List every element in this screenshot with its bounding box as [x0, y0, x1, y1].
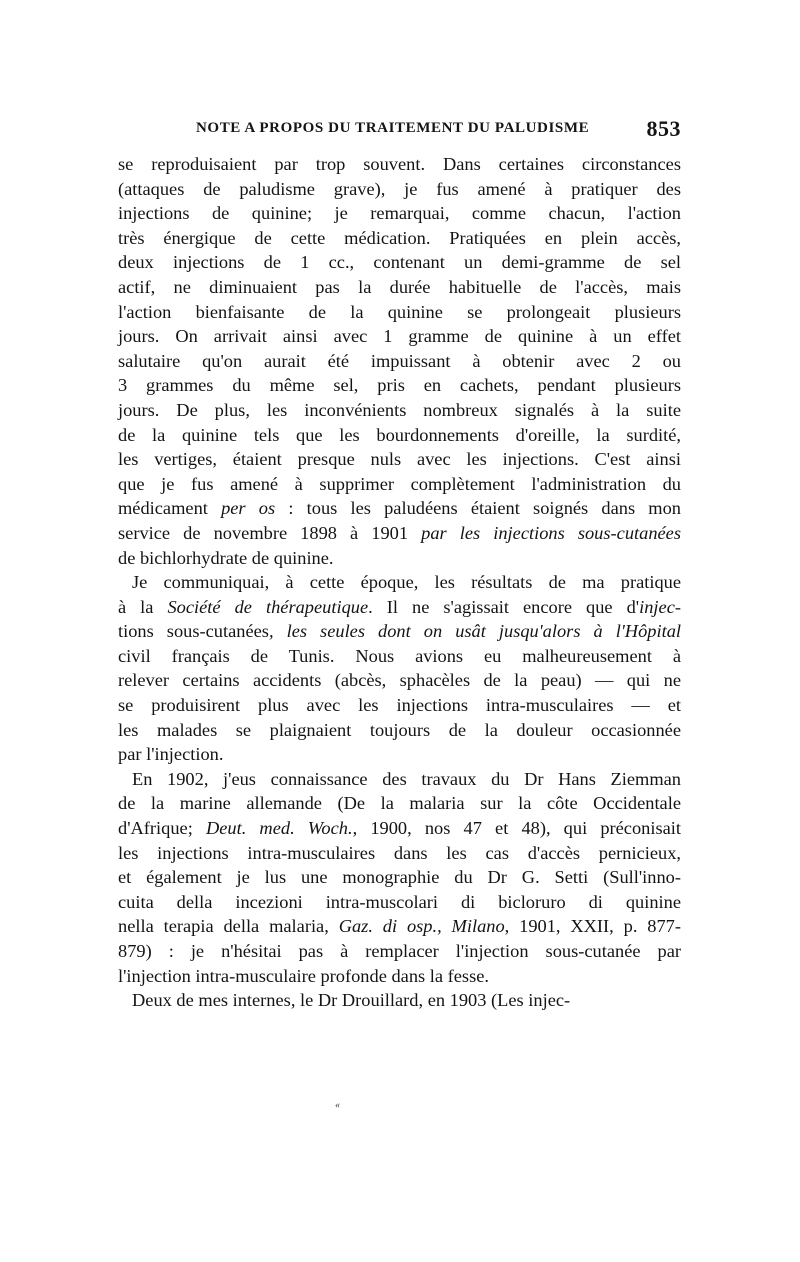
text-run: , 1901, XXII, p. 877-: [504, 916, 681, 937]
text-run: relever certains accidents (abcès, sphacèles de la peau) — qui ne: [118, 670, 681, 691]
text-line: [118, 890, 681, 915]
text-line: [118, 373, 681, 398]
text-line: [118, 718, 681, 743]
text-run: Deux de mes internes, le Dr Drouillard, en 1903 (Les injec-: [132, 990, 571, 1011]
text-line: [118, 914, 681, 939]
text-run: , 1900, nos 47 et 48), qui préconisait: [352, 818, 682, 839]
text-run: de bichlorhydrate de quinine.: [118, 547, 334, 568]
text-run: l'injection intra-musculaire profonde dans la fesse.: [118, 965, 490, 986]
text-run: l'action bienfaisante de la quinine se prolongeait plusieurs: [118, 301, 681, 322]
text-line: [118, 250, 681, 275]
text-line: [118, 300, 681, 325]
text-line: [118, 644, 681, 669]
text-line: [118, 767, 681, 792]
italic-run: Société de thérapeutique: [167, 596, 369, 617]
text-run: et également je lus une monographie du Dr G. Setti (Sull'inno-: [118, 867, 681, 888]
text-line: [118, 742, 681, 767]
text-run: 3 grammes du même sel, pris en cachets, pendant plusieurs: [118, 375, 681, 396]
stray-print-mark: «: [335, 1100, 340, 1111]
text-run: d'Afrique;: [118, 818, 206, 839]
text-run: deux injections de 1 cc., contenant un demi-gramme de sel: [118, 252, 681, 273]
italic-run: injec-: [639, 596, 681, 617]
text-run: service de novembre 1898 à 1901: [118, 522, 422, 543]
text-run: de la quinine tels que les bourdonnements d'oreille, la surdité,: [118, 424, 681, 445]
text-line: [118, 693, 681, 718]
text-line: [118, 521, 681, 546]
text-run: que je fus amené à supprimer complètement l'administration du: [118, 473, 681, 494]
text-line: [118, 152, 681, 177]
text-line: [118, 226, 681, 251]
text-line: [118, 964, 681, 989]
text-line: [118, 570, 681, 595]
text-run: les vertiges, étaient presque nuls avec les injections. C'est ainsi: [118, 449, 681, 470]
text-line: [118, 865, 681, 890]
text-line: [118, 791, 681, 816]
text-run: nella terapia della malaria,: [118, 916, 339, 937]
paragraph: [118, 570, 681, 767]
paragraph: [118, 988, 681, 1013]
text-run: salutaire qu'on aurait été impuissant à obtenir avec 2 ou: [118, 350, 681, 371]
text-run: très énergique de cette médication. Pratiquées en plein accès,: [118, 227, 681, 248]
text-run: injections de quinine; je remarquai, comme chacun, l'action: [118, 203, 681, 224]
text-run: jours. De plus, les inconvénients nombreux signalés à la suite: [118, 399, 681, 420]
text-run: Je communiquai, à cette époque, les résultats de ma pratique: [132, 572, 681, 593]
italic-run: par les injections sous-cutanées: [421, 522, 681, 543]
italic-run: per os: [221, 498, 276, 519]
text-line: [118, 324, 681, 349]
text-run: de la marine allemande (De la malaria sur la côte Occidentale: [118, 793, 681, 814]
page-number: 853: [646, 116, 681, 141]
text-run: cuita della incezioni intra-muscolari di bicloruro di quinine: [118, 891, 681, 912]
text-line: [118, 939, 681, 964]
text-run: se produisirent plus avec les injections intra-musculaires — et: [118, 695, 681, 716]
text-run: à la: [118, 596, 168, 617]
text-line: [118, 398, 681, 423]
text-run: les injections intra-musculaires dans les cas d'accès pernicieux,: [118, 842, 681, 863]
text-run: les malades se plaignaient toujours de la douleur occasionnée: [118, 719, 681, 740]
text-run: (attaques de paludisme grave), je fus amené à pratiquer des: [118, 178, 681, 199]
text-line: [118, 988, 681, 1013]
text-run: . Il ne s'agissait encore que d': [368, 596, 640, 617]
text-run: actif, ne diminuaient pas la durée habituelle de l'accès, mais: [118, 276, 681, 297]
text-line: [118, 546, 681, 571]
text-line: [118, 816, 681, 841]
text-line: [118, 496, 681, 521]
paragraph: [118, 767, 681, 988]
text-run: jours. On arrivait ainsi avec 1 gramme de quinine à un effet: [118, 326, 681, 347]
text-line: [118, 349, 681, 374]
text-run: se reproduisaient par trop souvent. Dans certaines circonstances: [118, 154, 681, 174]
text-line: [118, 423, 681, 448]
running-title: NOTE A PROPOS DU TRAITEMENT DU PALUDISME: [196, 120, 590, 136]
text-line: [118, 275, 681, 300]
italic-run: , les seules dont on usât jusqu'alors à l'Hôpital: [268, 621, 681, 642]
text-line: [118, 595, 681, 620]
italic-run: Gaz. di osp., Milano: [338, 916, 505, 937]
text-line: [118, 668, 681, 693]
text-line: [118, 841, 681, 866]
text-run: 879) : je n'hésitai pas à remplacer l'injection sous-cutanée par: [118, 941, 681, 961]
text-run: : tous les paludéens étaient soignés dans mon: [275, 498, 682, 519]
body-text: [118, 152, 681, 1013]
text-line: [118, 177, 681, 202]
paragraph: [118, 152, 681, 570]
text-run: civil français de Tunis. Nous avions eu malheureusement à: [118, 645, 681, 666]
text-line: [118, 447, 681, 472]
text-line: [118, 201, 681, 226]
text-line: [118, 472, 681, 497]
text-run: tions sous-cutanées: [118, 621, 269, 642]
text-run: par l'injection.: [118, 744, 224, 765]
text-line: [118, 619, 681, 644]
italic-run: Deut. med. Woch.: [205, 818, 353, 839]
running-head: [118, 116, 681, 144]
text-run: médicament: [118, 498, 222, 519]
text-run: En 1902, j'eus connaissance des travaux du Dr Hans Ziemman: [132, 768, 681, 789]
